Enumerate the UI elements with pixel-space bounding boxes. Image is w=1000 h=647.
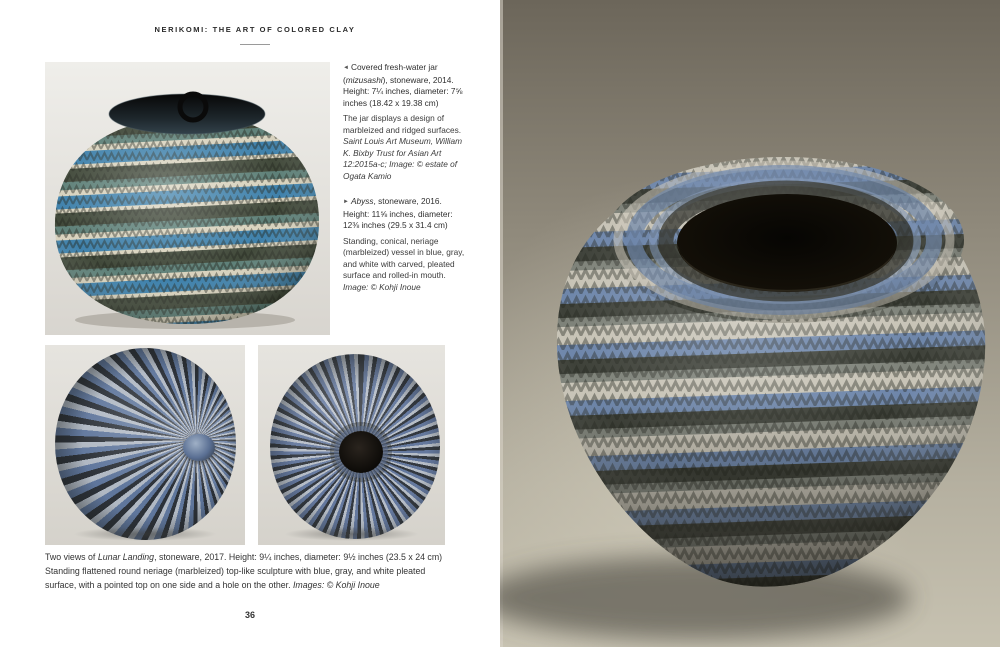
- caption-abyss-body: Standing, conical, neriage (marbleized) vessel in blue, gray, and white with carved, pleated surface and rolled-in mouth. Image: © Kohji Inoue: [343, 235, 465, 292]
- caption-jar-body: The jar displays a design of marbleized and ridged surfaces. Saint Louis Art Museum, William K. Bixby Trust for Asian Art 12:2015a-c; Image: © estate of Ogata Kamio: [343, 113, 463, 181]
- abyss-vessel-photo: [500, 0, 1000, 647]
- page-number: 36: [244, 610, 255, 620]
- ground-shadow: [284, 527, 419, 541]
- caption-lunar: [45, 550, 457, 592]
- pointed-top-knob: [183, 434, 215, 461]
- caption-abyss-title: ► Abyss, stoneware, 2016. Height: 11⅝ inches, diameter: 12⅜ inches (29.5 x 31.4 cm): [343, 196, 453, 230]
- caption-jar: [343, 62, 467, 182]
- center-hole: [339, 431, 383, 473]
- caption-jar-title: ◄ Covered fresh-water jar (mizusashi), stoneware, 2014. Height: 7¼ inches, diameter: 7⅝ inches (18.42 x 19.38 cm): [343, 62, 463, 108]
- jar-illustration: [45, 62, 330, 335]
- pleated-sculpture-side-view: [55, 348, 236, 540]
- lunar-landing-photo-pointed-side: [45, 345, 245, 545]
- header-rule: [240, 44, 270, 45]
- jar-photo: [45, 62, 330, 335]
- caption-lunar-line1: Two views of Lunar Landing, stoneware, 2017. Height: 9¼ inches, diameter: 9½ inches (23.5 x 24 cm): [45, 552, 443, 562]
- ground-shadow: [73, 527, 217, 541]
- pleated-sculpture-front-view: [270, 354, 440, 539]
- caption-arrow-right-icon: ►: [343, 199, 349, 205]
- caption-lunar-line2: Standing flattened round neriage (marbleized) top-like sculpture with blue, gray, and white pleated surface, with a pointed top on one side and a hole on the other. Images: © Kohji Inoue: [45, 566, 426, 590]
- lunar-landing-photo-hole-side: [258, 345, 445, 545]
- caption-abyss: [343, 196, 467, 293]
- caption-arrow-left-icon: ◄: [343, 65, 349, 71]
- caption-column: [343, 62, 467, 293]
- right-page-photo: [500, 0, 1000, 647]
- running-head: NERIKOMI: THE ART OF COLORED CLAY: [154, 25, 356, 34]
